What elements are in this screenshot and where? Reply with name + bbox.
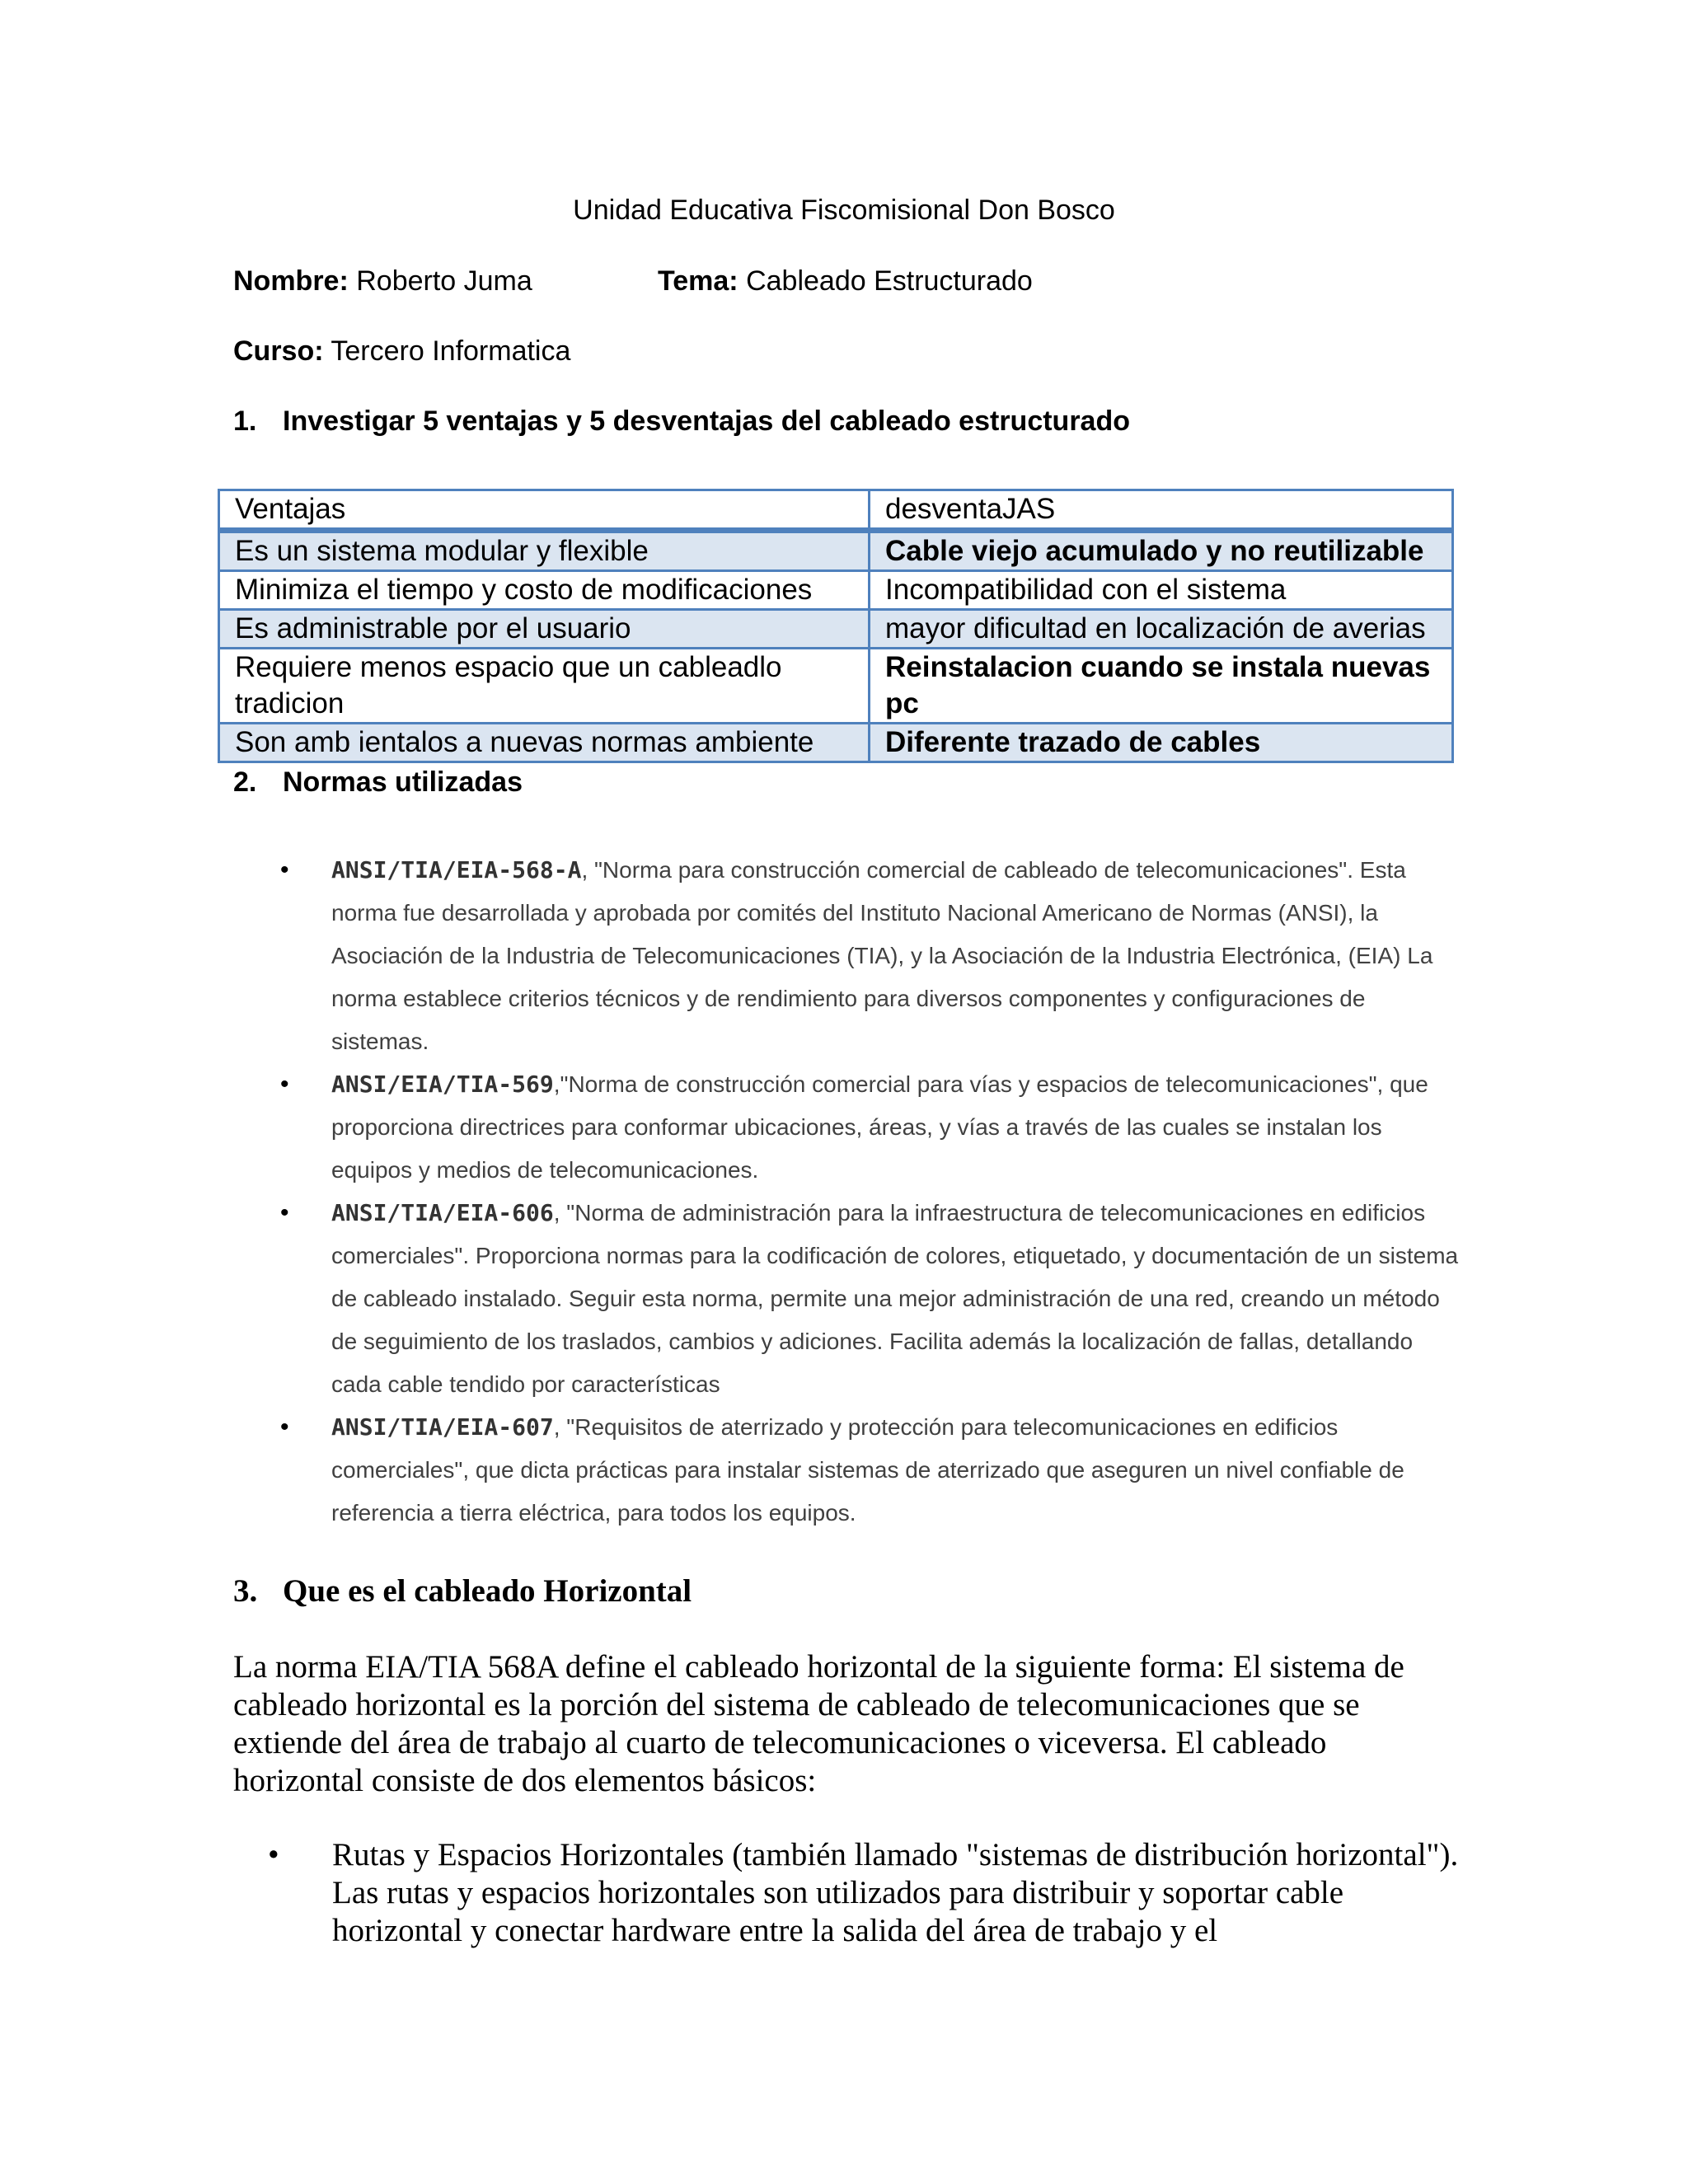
bullet-icon: • (280, 856, 289, 883)
norma-code: ANSI/TIA/EIA-606 (331, 1199, 554, 1226)
norma-text: , "Requisitos de aterrizado y protección para telecomunicaciones en edificios comerciales", que dicta prácticas para instalar sistemas de aterrizado que aseguren un nivel confiable de referencia a tierra eléctrica, para todos los equipos. (331, 1414, 1404, 1526)
rutas-text: Rutas y Espacios Horizontales (también llamado "sistemas de distribución horizontal"). Las rutas y espacios horizontales son utilizados para distribuir y soportar cable horizontal y conectar hardware entre la salida del área de trabajo y el (332, 1837, 1459, 1948)
table-header-row (219, 490, 1453, 531)
tema-value: Cableado Estructurado (738, 265, 1033, 297)
ventaja-cell: Son amb ientalos a nuevas normas ambiente (219, 724, 870, 762)
norma-text: , "Norma de administración para la infraestructura de telecomunicaciones en edificios comerciales". Proporciona normas para la codificación de colores, etiquetado, y documentación de un sistema de cableado instalado. Seguir esta norma, permite una mejor administración de una red, creando un método de seguimiento de los traslados, cambios y adiciones. Facilita además la localización de fallas, detallando cada cable tendido por características (331, 1200, 1459, 1397)
tema-line (658, 265, 1033, 298)
nombre-label: Nombre: (233, 265, 349, 297)
normas-list (280, 849, 1467, 1535)
list-item (280, 1063, 1467, 1192)
nombre-line (233, 265, 532, 298)
desventaja-cell: Reinstalacion cuando se instala nuevas pc (870, 649, 1453, 724)
list-item (280, 1192, 1467, 1406)
tema-label: Tema: (658, 265, 738, 297)
nombre-value: Roberto Juma (348, 265, 532, 297)
list-item (280, 849, 1467, 1063)
desventaja-cell: Cable viejo acumulado y no reutilizable (870, 531, 1453, 571)
curso-line (233, 335, 570, 368)
list-item (268, 1836, 1463, 1950)
table-row (219, 531, 1453, 571)
table-row (219, 610, 1453, 649)
ventaja-cell: Requiere menos espacio que un cableadlo tradicion (219, 649, 870, 724)
norma-code: ANSI/TIA/EIA-607 (331, 1413, 554, 1441)
question-1-text: Investigar 5 ventajas y 5 desventajas del cableado estructurado (283, 405, 1131, 437)
bullet-icon: • (280, 1071, 289, 1098)
norma-text: , "Norma para construcción comercial de cableado de telecomunicaciones". Esta norma fue desarrollada y aprobada por comités del Instituto Nacional Americano de Normas (ANSI), la Asociación de la Industria de Telecomunicaciones (TIA), y la Asociación de la Industria Electrónica, (EIA) La norma establece criterios técnicos y de rendimiento para diversos componentes y configuraciones de sistemas. (331, 857, 1433, 1054)
curso-value: Tercero Informatica (323, 335, 571, 367)
question-1-number: 1. (233, 405, 257, 437)
table-row (219, 724, 1453, 762)
desventaja-cell: Incompatibilidad con el sistema (870, 571, 1453, 610)
question-2-heading (233, 766, 523, 799)
table-header-ventajas: Ventajas (219, 490, 870, 531)
question-3-number: 3. (233, 1573, 258, 1609)
ventaja-cell: Es un sistema modular y flexible (219, 531, 870, 571)
question-3-heading (233, 1572, 692, 1610)
question-2-number: 2. (233, 766, 257, 798)
list-item (280, 1406, 1467, 1535)
norma-code: ANSI/TIA/EIA-568-A (331, 856, 582, 883)
question-1-heading (233, 405, 1130, 438)
school-title: Unidad Educativa Fiscomisional Don Bosco (573, 194, 1115, 226)
bullet-icon: • (268, 1837, 279, 1872)
table-row (219, 649, 1453, 724)
comparison-table (218, 489, 1454, 763)
table-header-desventajas: desventaJAS (870, 490, 1453, 531)
desventaja-cell: mayor dificultad en localización de averias (870, 610, 1453, 649)
norma-text: ,"Norma de construcción comercial para vías y espacios de telecomunicaciones", que proporciona directrices para conformar ubicaciones, áreas, y vías a través de las cuales se instalan los equipos y medios de telecomunicaciones. (331, 1071, 1428, 1183)
question-2-text: Normas utilizadas (283, 766, 523, 798)
curso-label: Curso: (233, 335, 324, 367)
table-row (219, 571, 1453, 610)
question-3-text: Que es el cableado Horizontal (283, 1573, 692, 1609)
horizontal-paragraph: La norma EIA/TIA 568A define el cableado horizontal de la siguiente forma: El sistema de cableado horizontal es la porción del sistema de cableado de telecomunicaciones que se extiende del área de trabajo al cuarto de telecomunicaciones o viceversa. El cableado horizontal consiste de dos elementos básicos: (233, 1649, 1404, 1798)
desventaja-cell: Diferente trazado de cables (870, 724, 1453, 762)
bullet-icon: • (280, 1199, 289, 1226)
ventaja-cell: Es administrable por el usuario (219, 610, 870, 649)
ventaja-cell: Minimiza el tiempo y costo de modificaciones (219, 571, 870, 610)
bullet-icon: • (280, 1413, 289, 1441)
norma-code: ANSI/EIA/TIA-569 (331, 1071, 554, 1098)
